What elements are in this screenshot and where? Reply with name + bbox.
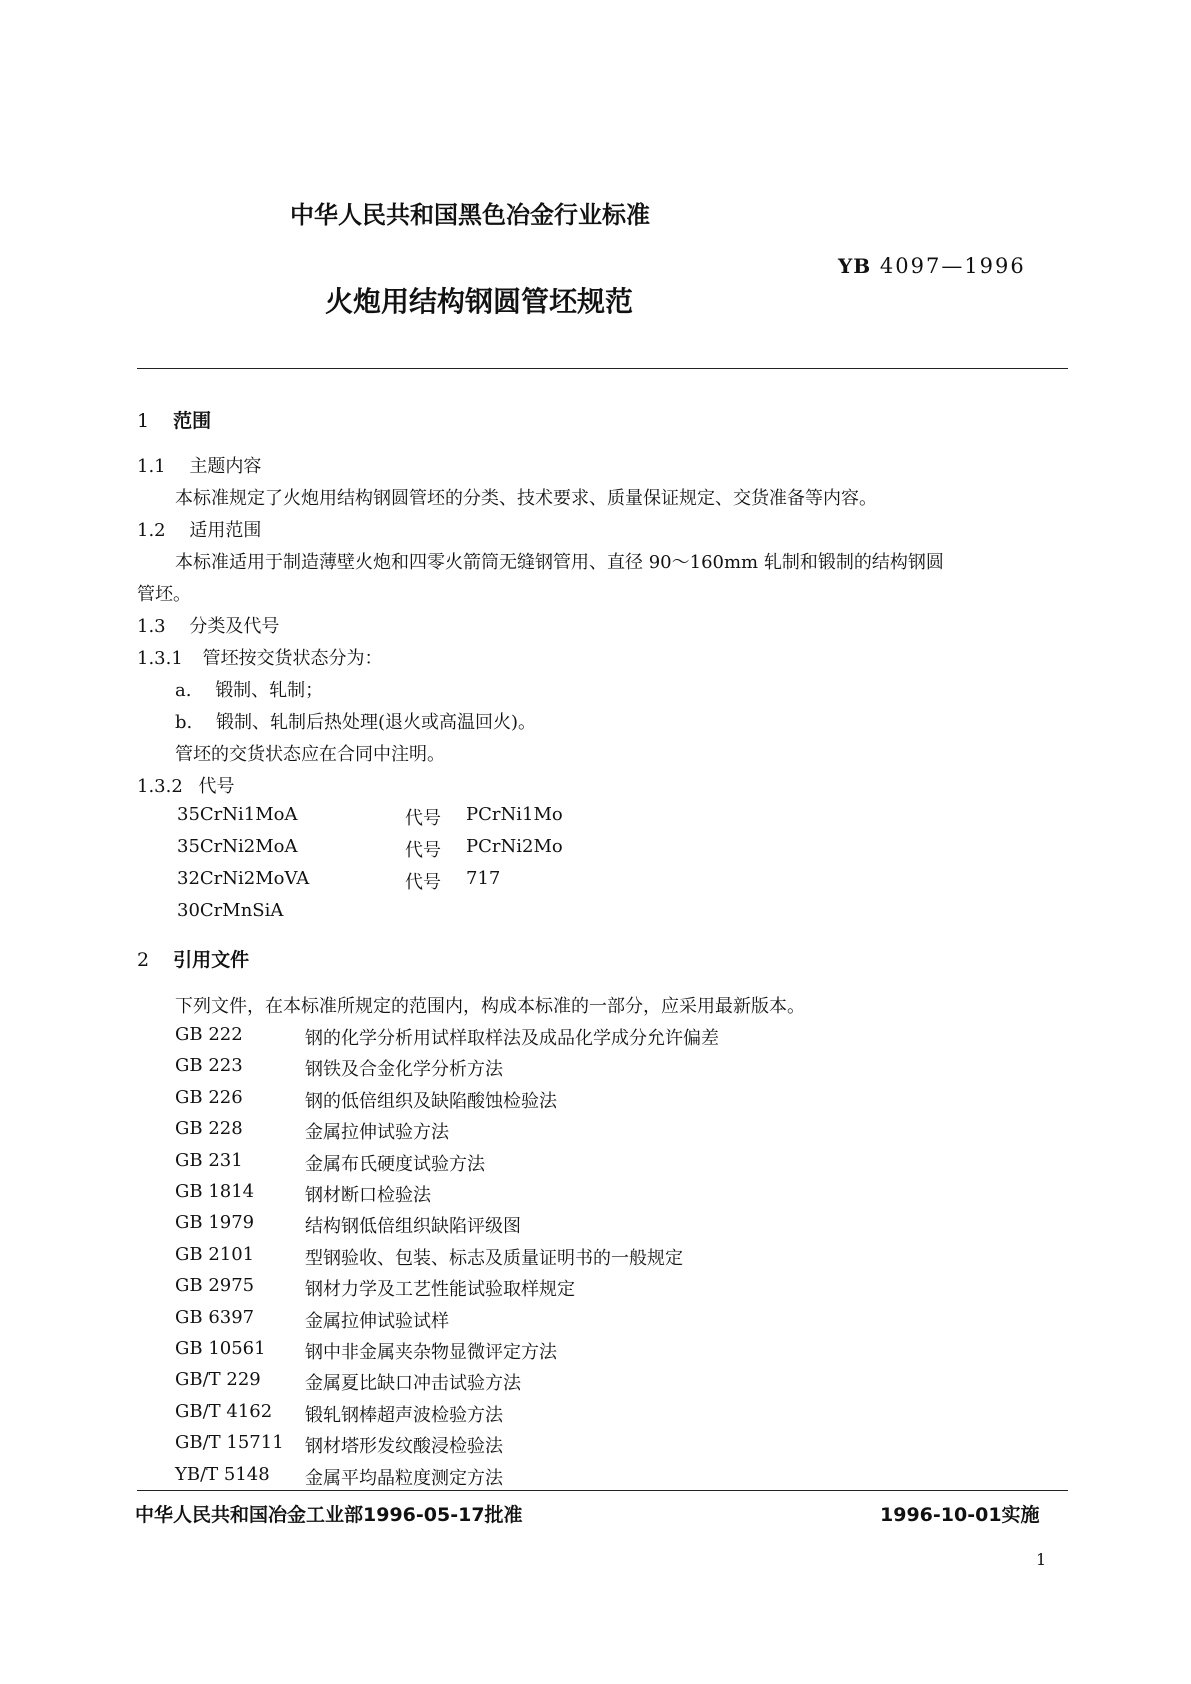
- reference-title: 金属布氏硬度试验方法: [305, 1154, 485, 1175]
- reference-code: GB 6397: [175, 1307, 255, 1328]
- subsection-1-2-number: 1.2: [137, 520, 166, 541]
- subsection-1-2-title: 适用范围: [189, 520, 262, 541]
- reference-title: 锻轧钢棒超声波检验方法: [305, 1405, 503, 1426]
- grade-name: 30CrMnSiA: [177, 900, 284, 921]
- subsection-1-3-1-number: 1.3.1: [137, 648, 183, 669]
- subsection-1-3-2-title: 代号: [198, 776, 235, 797]
- subsection-1-3-number: 1.3: [137, 616, 166, 637]
- subsection-1-1-number: 1.1: [137, 456, 166, 477]
- delivery-note: 管坯的交货状态应在合同中注明。: [175, 744, 445, 765]
- effective-date: 1996-10-01实施: [880, 1504, 1040, 1526]
- grade-code: PCrNi2Mo: [466, 836, 563, 857]
- grade-row: [177, 868, 309, 889]
- org-title: 中华人民共和国黑色冶金行业标准: [290, 201, 650, 229]
- delivery-item-a: [175, 676, 323, 702]
- header-divider: [137, 368, 1068, 369]
- reference-code: GB 2101: [175, 1244, 255, 1265]
- reference-code: GB 226: [175, 1087, 243, 1108]
- grade-code-label: 代号: [405, 872, 441, 893]
- grade-row: [177, 804, 298, 825]
- reference-code: GB 2975: [175, 1275, 255, 1296]
- subsection-1-1-heading: [137, 452, 261, 478]
- delivery-item-b: [175, 708, 536, 734]
- subsection-1-1-text: 本标准规定了火炮用结构钢圆管坯的分类、技术要求、质量保证规定、交货准备等内容。: [175, 488, 877, 509]
- grade-code-label: 代号: [405, 808, 441, 829]
- subsection-1-3-heading: [137, 612, 279, 638]
- delivery-item-b-marker: b.: [175, 712, 193, 733]
- reference-title: 钢的化学分析用试样取样法及成品化学成分允许偏差: [305, 1028, 719, 1049]
- grade-code: PCrNi1Mo: [466, 804, 563, 825]
- document-title: 火炮用结构钢圆管坯规范: [325, 285, 634, 318]
- reference-title: 钢铁及合金化学分析方法: [305, 1059, 503, 1080]
- reference-code: GB 228: [175, 1118, 243, 1139]
- reference-code: GB 223: [175, 1055, 243, 1076]
- grade-name: 35CrNi1MoA: [177, 804, 298, 825]
- delivery-item-b-text: 锻制、轧制后热处理(退火或高温回火)。: [215, 712, 537, 733]
- grade-row: [177, 900, 283, 921]
- reference-code: GB 222: [175, 1024, 243, 1045]
- subsection-1-2-text-line2: 管坯。: [137, 584, 191, 605]
- subsection-1-3-1-title: 管坯按交货状态分为：: [202, 648, 383, 669]
- reference-title: 结构钢低倍组织缺陷评级图: [305, 1216, 521, 1237]
- standard-code: [838, 254, 1026, 278]
- subsection-1-2-text-line1: 本标准适用于制造薄壁火炮和四零火箭筒无缝钢管用、直径 90～160mm 轧制和锻制的结构钢圆: [175, 552, 944, 573]
- subsection-1-2-heading: [137, 516, 261, 542]
- reference-title: 钢材力学及工艺性能试验取样规定: [305, 1279, 575, 1300]
- subsection-1-3-2-number: 1.3.2: [137, 776, 183, 797]
- reference-title: 金属拉伸试验试样: [305, 1311, 449, 1332]
- reference-title: 钢中非金属夹杂物显微评定方法: [305, 1342, 557, 1363]
- reference-title: 钢材塔形发纹酸浸检验法: [305, 1436, 503, 1457]
- reference-code: GB 231: [175, 1150, 243, 1171]
- section-2-number: 2: [137, 949, 150, 971]
- section-2-title: 引用文件: [173, 949, 250, 971]
- subsection-1-3-2-heading: [137, 772, 235, 798]
- reference-code: GB 1979: [175, 1212, 255, 1233]
- footer-divider: [137, 1490, 1068, 1491]
- section-1-number: 1: [137, 410, 150, 432]
- reference-title: 型钢验收、包装、标志及质量证明书的一般规定: [305, 1248, 683, 1269]
- reference-code: GB 1814: [175, 1181, 255, 1202]
- reference-code: GB/T 229: [175, 1369, 261, 1390]
- reference-code: GB/T 15711: [175, 1432, 284, 1453]
- delivery-item-a-text: 锻制、轧制；: [215, 680, 324, 701]
- reference-code: GB/T 4162: [175, 1401, 273, 1422]
- reference-title: 金属平均晶粒度测定方法: [305, 1468, 503, 1489]
- grade-row: [177, 836, 298, 857]
- reference-code: YB/T 5148: [175, 1464, 270, 1485]
- standard-number: 4097—1996: [879, 254, 1026, 278]
- delivery-item-a-marker: a.: [175, 680, 192, 701]
- reference-title: 钢材断口检验法: [305, 1185, 431, 1206]
- subsection-1-3-1-heading: [137, 644, 383, 670]
- reference-title: 钢的低倍组织及缺陷酸蚀检验法: [305, 1091, 557, 1112]
- standard-prefix: YB: [838, 254, 872, 278]
- section-2-heading: [137, 945, 249, 972]
- subsection-1-3-title: 分类及代号: [189, 616, 280, 637]
- grade-name: 35CrNi2MoA: [177, 836, 298, 857]
- reference-code: GB 10561: [175, 1338, 266, 1359]
- grade-code-label: 代号: [405, 840, 441, 861]
- section-2-intro: 下列文件，在本标准所规定的范围内，构成本标准的一部分，应采用最新版本。: [175, 996, 805, 1017]
- page-number: 1: [1036, 1550, 1047, 1569]
- approval-date: 中华人民共和国冶金工业部1996-05-17批准: [135, 1504, 523, 1526]
- section-1-heading: [137, 406, 211, 433]
- reference-title: 金属夏比缺口冲击试验方法: [305, 1373, 521, 1394]
- grade-name: 32CrNi2MoVA: [177, 868, 310, 889]
- section-1-title: 范围: [173, 410, 212, 432]
- grade-code: 717: [466, 868, 501, 889]
- subsection-1-1-title: 主题内容: [189, 456, 262, 477]
- reference-title: 金属拉伸试验方法: [305, 1122, 449, 1143]
